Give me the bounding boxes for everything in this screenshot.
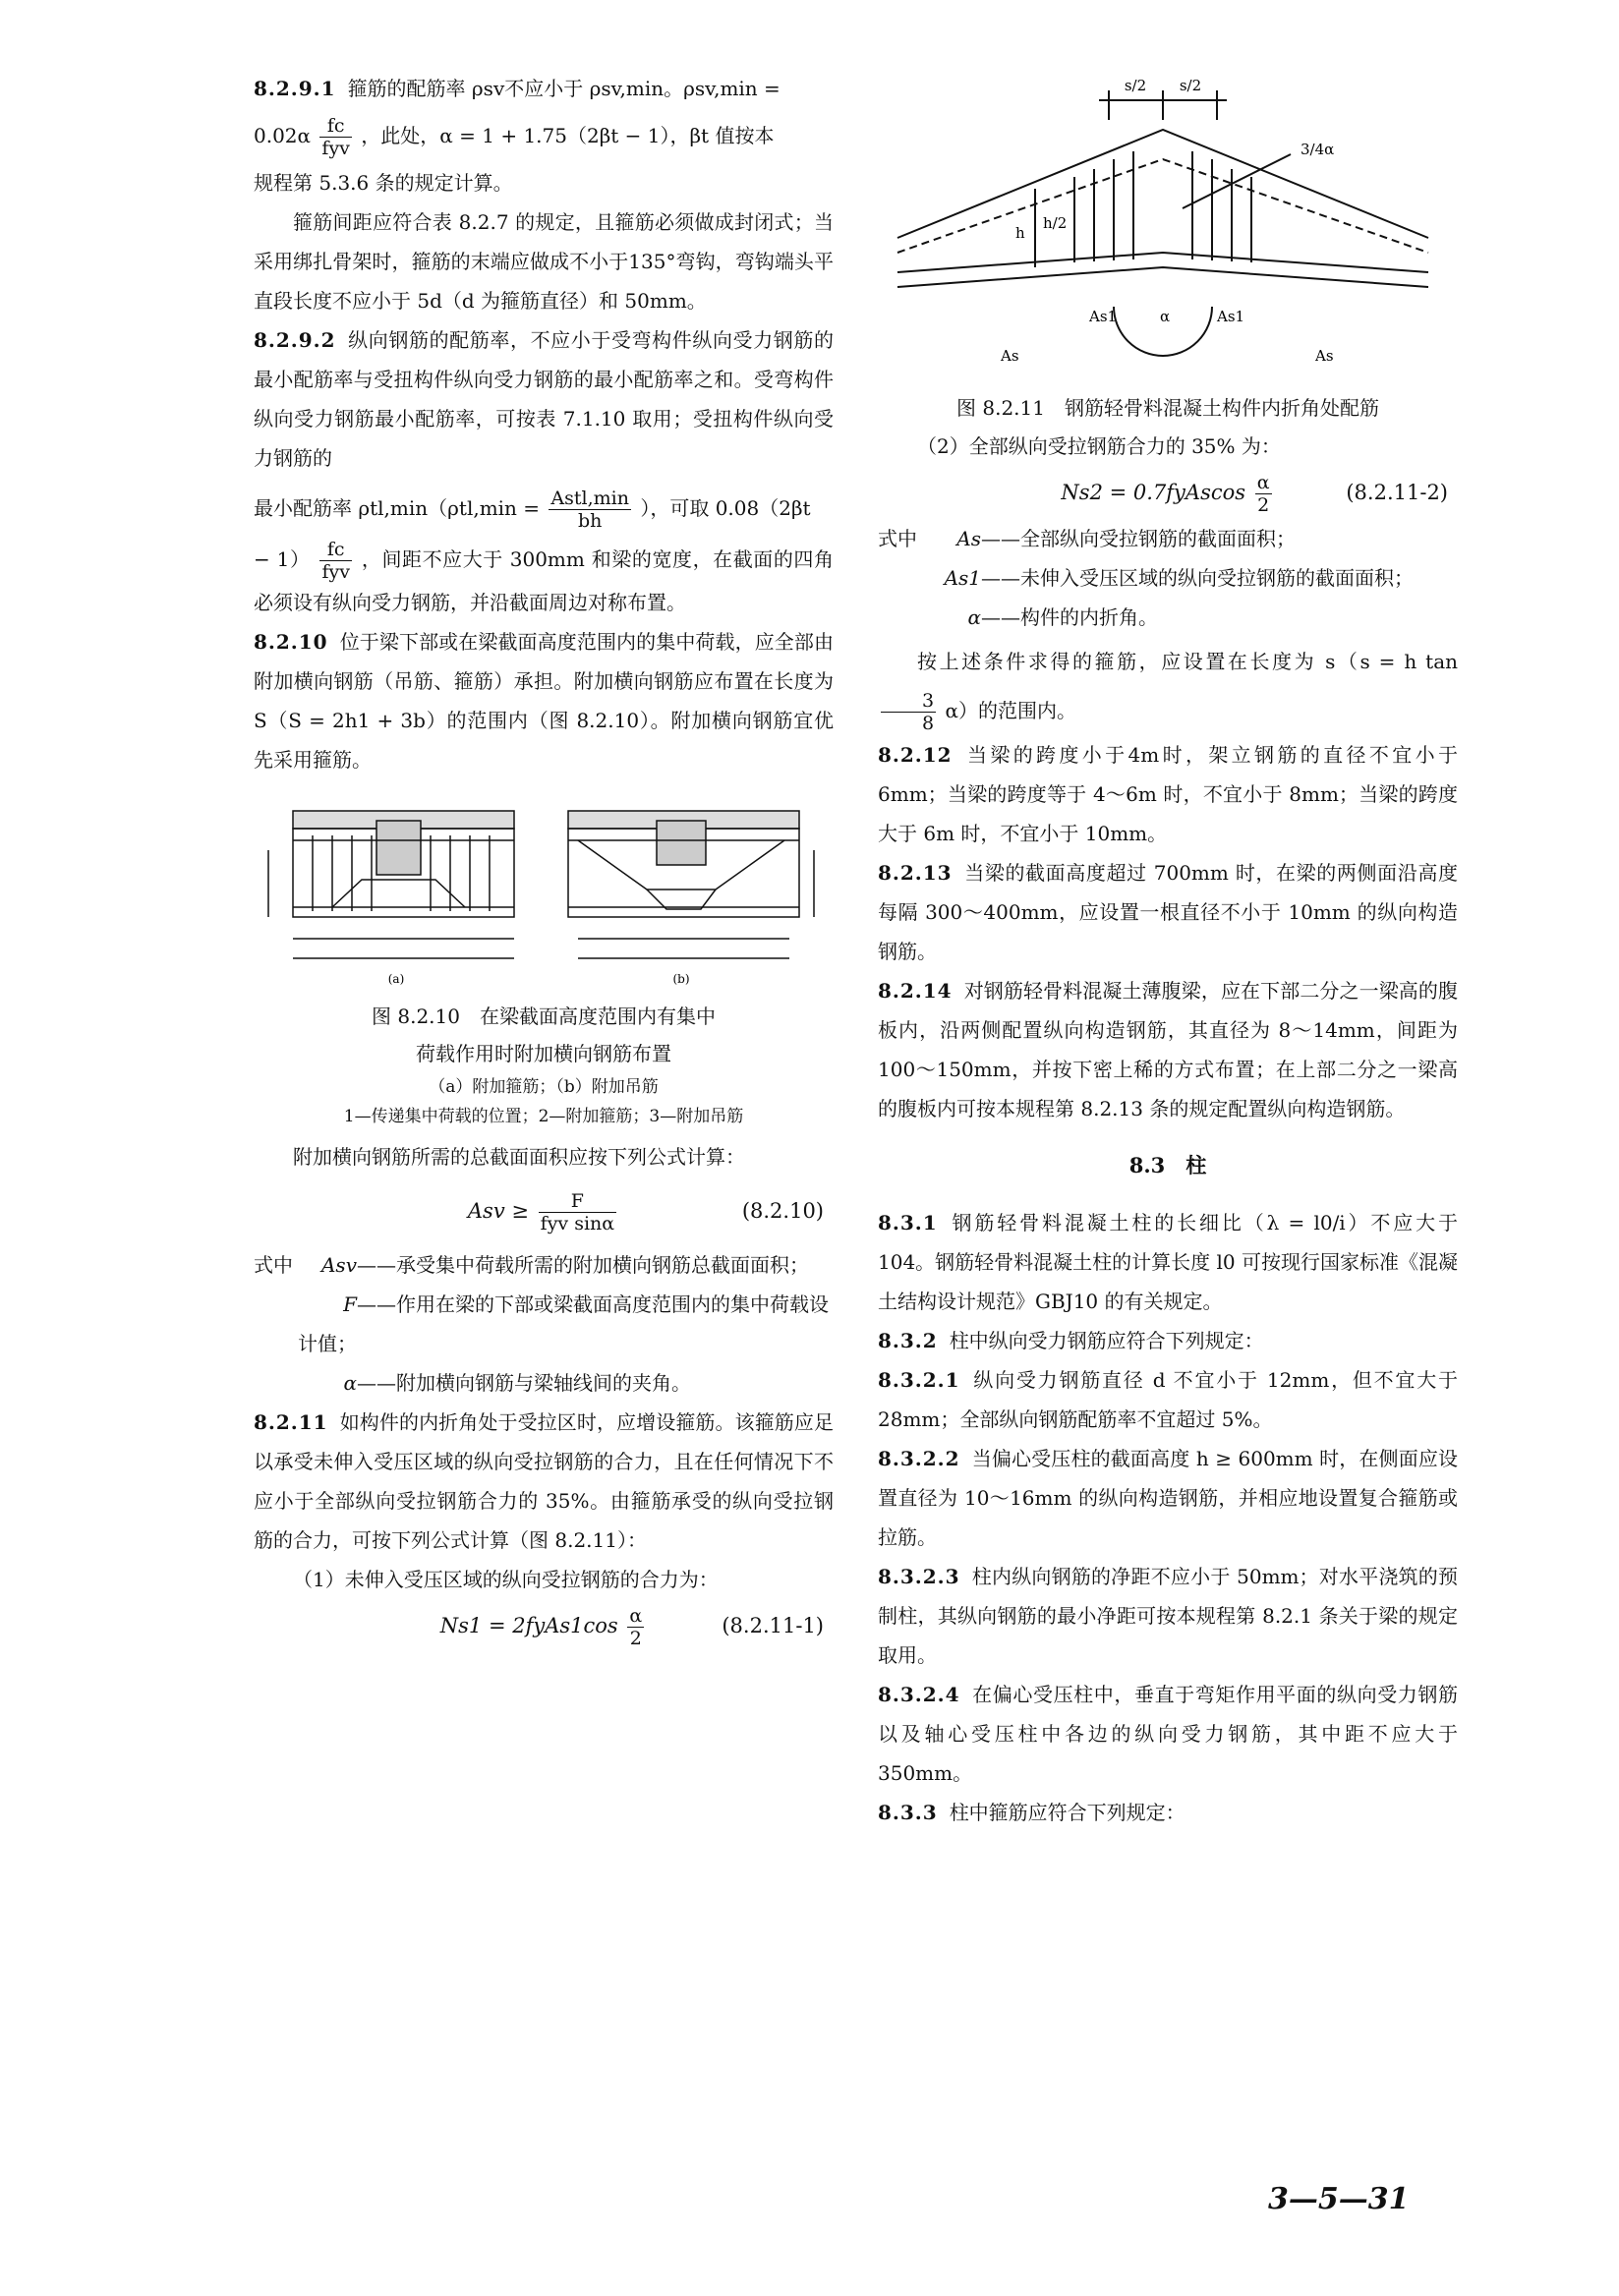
definition-label: 式中 bbox=[254, 1253, 293, 1277]
para-8210-p2: 附加横向钢筋所需的总截面面积应按下列公式计算： bbox=[293, 1145, 745, 1169]
figure-legend: 1—传递集中荷载的位置；2—附加箍筋；3—附加吊筋 bbox=[343, 1107, 744, 1126]
angle-label: 3/4α bbox=[1301, 141, 1335, 158]
fig-label-a: (a) bbox=[387, 972, 405, 986]
para-8212 bbox=[878, 735, 1458, 853]
definition-symbol: As bbox=[956, 527, 981, 550]
figure-caption: 图 8.2.11 钢筋轻骨料混凝土构件内折角处配筋 bbox=[956, 396, 1379, 420]
para-8291-line2 bbox=[254, 108, 834, 163]
para-text: 当梁的截面高度超过 700mm 时，在梁的两侧面沿高度每隔 300～400mm，应设置一根直径不小于 10mm 的纵向构造钢筋。 bbox=[878, 861, 1458, 963]
definition-item bbox=[878, 598, 1458, 637]
figure-a-drawing bbox=[268, 811, 514, 958]
figure-8-2-10 bbox=[254, 791, 834, 988]
denominator: 2 bbox=[629, 1628, 642, 1649]
clause-number: 8.3.2.1 bbox=[878, 1368, 960, 1392]
para-8292-formula bbox=[254, 478, 834, 539]
fraction bbox=[1255, 472, 1272, 516]
para-text: 对钢筋轻骨料混凝土薄腹梁，应在下部二分之一梁高的腹板内，沿两侧配置纵向构造钢筋，其直径为 8～14mm，间距为 100～150mm，并按下密上稀的方式布置；在上部二分之一梁高的腹板内可按本规程第 8.2.13 条的规定配置纵向构造钢筋。 bbox=[878, 979, 1458, 1120]
para-text: 柱中纵向受力钢筋应符合下列规定： bbox=[949, 1329, 1264, 1352]
fig-label-b: (b) bbox=[672, 972, 690, 986]
formula-text: 0.02α bbox=[254, 124, 312, 147]
numerator: α bbox=[1256, 472, 1270, 493]
label-as1-left: As1 bbox=[1089, 308, 1118, 325]
equation-number: (8.2.11-1) bbox=[722, 1614, 824, 1637]
para-8211-item2: （2）全部纵向受拉钢筋合力的 35% 为： bbox=[917, 434, 1281, 458]
dim-s2-left: s/2 bbox=[1124, 77, 1147, 94]
fraction bbox=[881, 690, 936, 734]
label-as-left: As bbox=[1001, 347, 1019, 365]
para-8214 bbox=[878, 971, 1458, 1128]
numerator: Astl,min bbox=[550, 488, 629, 509]
definition-symbol: α bbox=[343, 1371, 357, 1395]
figure-8-2-10-drawing bbox=[254, 791, 834, 988]
para-text: 纵向钢筋的配筋率，不应小于受弯构件纵向受力钢筋的最小配筋率与受扭构件纵向受力钢筋的最小配筋率之和。受弯构件纵向受力钢筋最小配筋率，可按表 7.1.10 取用；受扭构件纵向受力钢筋的 bbox=[254, 328, 834, 470]
para-8323 bbox=[878, 1557, 1458, 1675]
definition-symbol: Asv bbox=[320, 1253, 357, 1277]
page-number: 3—5—31 bbox=[1268, 2182, 1410, 2216]
label-alpha: α bbox=[1160, 308, 1171, 325]
definition-item bbox=[254, 1285, 834, 1363]
formula-text: 最小配筋率 ρtl,min（ρtl,min = bbox=[254, 496, 541, 520]
clause-number: 8.2.9.2 bbox=[254, 328, 336, 352]
para-text: 当梁的跨度小于4m时，架立钢筋的直径不宜小于 6mm；当梁的跨度等于 4～6m 时，不宜小于 8mm；当梁的跨度大于 6m 时，不宜小于 10mm。 bbox=[878, 743, 1458, 845]
para-831 bbox=[878, 1203, 1458, 1321]
para-text: ，间距不应大于 300mm 和梁的宽度，在截面的四角必须设有纵向受力钢筋，并沿截面周边对称布置。 bbox=[254, 547, 834, 614]
para-text: 如构件的内折角处于受拉区时，应增设箍筋。该箍筋应足以承受未伸入受压区域的纵向受拉钢筋的合力，且在任何情况下不应小于全部纵向受拉钢筋合力的 35%。由箍筋承受的纵向受拉钢筋的合力，可按下列公式计算（图 8.2.11）： bbox=[254, 1410, 834, 1552]
denominator: 2 bbox=[1257, 494, 1270, 516]
dim-s2-right: s/2 bbox=[1179, 77, 1202, 94]
denominator: fyv sinα bbox=[540, 1213, 615, 1234]
dim-h: h bbox=[1015, 224, 1025, 242]
denominator: bh bbox=[578, 510, 603, 532]
para-text: 箍筋的配筋率 ρsv不应小于 ρsv,min。ρsv,min = bbox=[347, 77, 781, 100]
denominator: 8 bbox=[922, 713, 935, 734]
para-8291-line3: 规程第 5.3.6 条的规定计算。 bbox=[254, 171, 513, 195]
fraction bbox=[627, 1605, 644, 1649]
para-8291-line1 bbox=[254, 69, 834, 108]
para-text: 在偏心受压柱中，垂直于弯矩作用平面的纵向受力钢筋以及轴心受压柱中各边的纵向受力钢筋，其中距不应大于 350mm。 bbox=[878, 1683, 1458, 1785]
label-as-right: As bbox=[1315, 347, 1334, 365]
para-8324 bbox=[878, 1675, 1458, 1793]
para-832 bbox=[878, 1321, 1458, 1360]
para-833 bbox=[878, 1793, 1458, 1832]
clause-number: 8.3.1 bbox=[878, 1211, 938, 1234]
numerator: fc bbox=[319, 539, 352, 561]
clause-number: 8.3.2 bbox=[878, 1329, 938, 1352]
para-8322 bbox=[878, 1439, 1458, 1557]
figure-8-2-11 bbox=[878, 61, 1458, 385]
definition-item bbox=[878, 519, 1458, 558]
definition-text: ——承受集中荷载所需的附加横向钢筋总截面面积； bbox=[357, 1253, 809, 1277]
clause-number: 8.2.14 bbox=[878, 979, 953, 1003]
formula-text: ，此处，α = 1 + 1.75（2βt − 1），βt 值按本 bbox=[361, 124, 775, 147]
numerator: α bbox=[629, 1605, 643, 1627]
definition-list bbox=[878, 519, 1458, 637]
para-8213 bbox=[878, 853, 1458, 971]
clause-number: 8.3.3 bbox=[878, 1801, 938, 1824]
definition-symbol: As1 bbox=[944, 566, 981, 590]
equation-number: (8.2.10) bbox=[741, 1199, 824, 1223]
figure-caption-line2: 荷载作用时附加横向钢筋布置 bbox=[416, 1042, 671, 1065]
figure-8-2-11-drawing bbox=[878, 61, 1458, 385]
clause-number: 8.3.2.3 bbox=[878, 1565, 960, 1588]
figure-subcaption: （a）附加箍筋；（b）附加吊筋 bbox=[429, 1077, 659, 1097]
definition-text: ——未伸入受压区域的纵向受拉钢筋的截面面积； bbox=[981, 566, 1414, 590]
left-column bbox=[254, 69, 834, 1652]
para-text: 纵向受力钢筋直径 d 不宜小于 12mm，但不宜大于 28mm；全部纵向钢筋配筋率不宜超过 5%。 bbox=[878, 1368, 1458, 1431]
definition-label: 式中 bbox=[878, 527, 917, 550]
equation-8-2-10 bbox=[254, 1177, 834, 1245]
para-8211 bbox=[254, 1403, 834, 1560]
definition-text: ——构件的内折角。 bbox=[981, 605, 1158, 629]
figure-caption-line1: 图 8.2.10 在梁截面高度范围内有集中 bbox=[372, 1004, 716, 1028]
clause-number: 8.2.12 bbox=[878, 743, 953, 767]
para-text: 柱中箍筋应符合下列规定： bbox=[949, 1801, 1185, 1824]
para-8292 bbox=[254, 320, 834, 478]
para-text: 当偏心受压柱的截面高度 h ≥ 600mm 时，在侧面应设置直径为 10～16mm 的纵向构造钢筋，并相应地设置复合箍筋或拉筋。 bbox=[878, 1447, 1458, 1549]
denominator: fyv bbox=[321, 138, 350, 159]
equation-8-2-11-2 bbox=[878, 466, 1458, 519]
numerator: F bbox=[539, 1190, 616, 1213]
figure-b-drawing bbox=[568, 811, 814, 958]
definition-text: ——全部纵向受拉钢筋的截面面积； bbox=[981, 527, 1296, 550]
definition-symbol: α bbox=[967, 605, 981, 629]
para-text: 位于梁下部或在梁截面高度范围内的集中荷载，应全部由附加横向钢筋（吊筋、箍筋）承担。附加横向钢筋应布置在长度为 S（S = 2h1 + 3b）的范围内（图 8.2.10）。附加横向钢筋宜优先采用箍筋。 bbox=[254, 630, 834, 772]
para-8291-p2: 箍筋间距应符合表 8.2.7 的规定，且箍筋必须做成封闭式；当采用绑扎骨架时，箍筋的末端应做成不小于135°弯钩，弯钩端头平直段长度不应小于 5d（d 为箍筋直径）和 50mm。 bbox=[254, 210, 834, 313]
right-column bbox=[878, 61, 1458, 1832]
clause-number: 8.2.11 bbox=[254, 1410, 328, 1434]
definition-text: ——附加横向钢筋与梁轴线间的夹角。 bbox=[357, 1371, 691, 1395]
equation-lhs: Ns1 = 2fyAs1cos bbox=[439, 1614, 618, 1637]
definition-item bbox=[254, 1245, 834, 1285]
para-8211-p3 bbox=[878, 637, 1458, 735]
para-text: 钢筋轻骨料混凝土柱的长细比（λ = l0/i）不应大于 104。钢筋轻骨料混凝土柱的计算长度 l0 可按现行国家标准《混凝土结构设计规范》GBJ10 的有关规定。 bbox=[878, 1211, 1459, 1313]
para-8321 bbox=[878, 1360, 1458, 1439]
definition-item bbox=[878, 558, 1458, 598]
clause-number: 8.2.10 bbox=[254, 630, 328, 654]
definition-text: ——作用在梁的下部或梁截面高度范围内的集中荷载设计值； bbox=[298, 1292, 829, 1355]
clause-number: 8.3.2.4 bbox=[878, 1683, 960, 1706]
para-text: α）的范围内。 bbox=[945, 699, 1076, 722]
para-8211-item1: （1）未伸入受压区域的纵向受拉钢筋的合力为： bbox=[293, 1568, 719, 1591]
clause-number: 8.2.9.1 bbox=[254, 77, 336, 100]
equation-lhs: Asv ≥ bbox=[467, 1199, 529, 1223]
fraction bbox=[319, 539, 352, 583]
denominator: fyv bbox=[321, 561, 350, 583]
equation-8-2-11-1 bbox=[254, 1599, 834, 1652]
clause-number: 8.3.2.2 bbox=[878, 1447, 960, 1470]
formula-text: − 1） bbox=[254, 547, 311, 571]
label-as1-right: As1 bbox=[1217, 308, 1245, 325]
para-text: 柱内纵向钢筋的净距不应小于 50mm；对水平浇筑的预制柱，其纵向钢筋的最小净距可按本规程第 8.2.1 条关于梁的规定取用。 bbox=[878, 1565, 1458, 1667]
numerator: fc bbox=[319, 115, 352, 138]
para-8292-cont bbox=[254, 539, 834, 622]
section-heading: 8.3 柱 bbox=[1128, 1153, 1207, 1177]
formula-text: ），可取 0.08（2βt bbox=[640, 496, 811, 520]
fraction bbox=[549, 488, 631, 532]
dim-h2: h/2 bbox=[1043, 214, 1068, 232]
numerator: 3 bbox=[881, 690, 936, 713]
definition-list bbox=[254, 1245, 834, 1403]
fraction bbox=[539, 1190, 616, 1234]
definition-item bbox=[254, 1363, 834, 1403]
equation-number: (8.2.11-2) bbox=[1346, 481, 1448, 504]
definition-symbol: F bbox=[343, 1292, 357, 1316]
para-8210 bbox=[254, 622, 834, 779]
clause-number: 8.2.13 bbox=[878, 861, 953, 885]
fraction bbox=[319, 115, 352, 159]
para-text: 按上述条件求得的箍筋，应设置在长度为 s（s = h tan bbox=[917, 650, 1458, 673]
equation-lhs: Ns2 = 0.7fyAscos bbox=[1061, 481, 1246, 504]
